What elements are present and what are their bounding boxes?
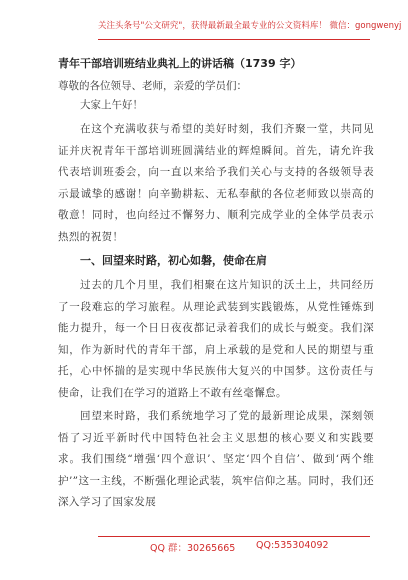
document-title: 青年干部培训班结业典礼上的讲话稿（1739 字）: [58, 57, 302, 70]
header-divider: [98, 39, 370, 40]
document-body: [58, 56, 374, 516]
footer: [0, 540, 408, 556]
salutation: 尊敬的各位领导、老师，亲爱的学员们：: [58, 80, 247, 92]
paragraph: 过去的几个月里，我们相聚在这片知识的沃土上，共同经历了一段难忘的学习旅程。从理论武装到实践锻炼，从党性锤炼到能力提升，每一个日日夜夜都记录着我们的成长与蜕变。我们深知，作为新时代的青年干部，肩上承载的是党和人民的期望与重托，心中怀揣的是实现中华民族伟大复兴的中国梦。这份责任与使命，让我们在学习的道路上不敢有丝毫懈怠。: [58, 279, 374, 399]
footer-qq-group: QQ 群：30265665: [150, 543, 236, 554]
footer-qq: QQ:535304092: [256, 540, 329, 551]
greeting: 大家上午好！: [80, 99, 143, 111]
paragraph: 回望来时路，我们系统地学习了党的最新理论成果，深刻领悟了习近平新时代中国特色社会主义思想的核心要义和实践要求。我们围绕“增强‘四个意识’、坚定‘四个自信’、做到‘两个维护’”这一主线，不断强化理论武装，筑牢信仰之基。同时，我们还深入学习了国家发展: [58, 410, 374, 508]
header-banner: 关注头条号"公文研究"，获得最新最全最专业的公文资料库！ 微信：gongwenyj: [98, 21, 402, 31]
paragraph: 在这个充满收获与希望的美好时刻，我们齐聚一堂，共同见证并庆祝青年干部培训班圆满结业的辉煌瞬间。首先，请允许我代表培训班委会，向一直以来给予我们关心与支持的各级领导表示最诚挚的感谢！向辛勤耕耘、无私奉献的各位老师致以崇高的敬意！同时，也向经过不懈努力、顺利完成学业的全体学员表示热烈的祝贺！: [58, 123, 374, 243]
section-heading: 一、回望来时路，初心如磐，使命在肩: [80, 254, 267, 267]
footer-divider: [98, 536, 370, 537]
